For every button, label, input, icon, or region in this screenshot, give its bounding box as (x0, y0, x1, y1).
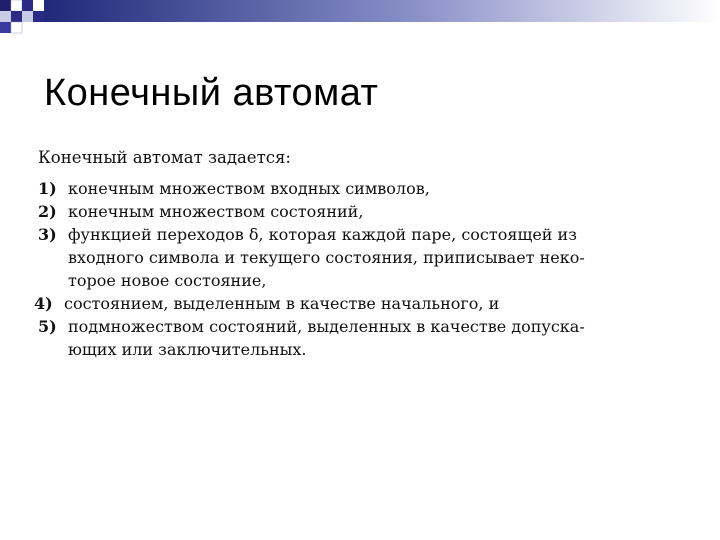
list-item (34, 292, 698, 315)
item-text (68, 177, 698, 200)
deco-square (22, 11, 33, 22)
item-text (68, 200, 698, 223)
item-number: 1) (38, 179, 57, 198)
item-line: состоянием, выделенным в качестве начального, и (64, 294, 500, 313)
deco-gradient-bar (44, 0, 720, 22)
list-item (38, 223, 698, 292)
item-text (68, 315, 698, 361)
item-number: 2) (38, 202, 57, 221)
deco-square (11, 0, 22, 11)
intro-text: Конечный автомат задается: (38, 148, 291, 167)
header-decoration (0, 0, 720, 40)
slide-title: Конечный автомат (44, 72, 379, 114)
item-line: функцией переходов δ, которая каждой паре, состоящей из (68, 225, 577, 244)
item-number: 4) (34, 294, 53, 313)
item-text (68, 223, 698, 292)
item-number: 3) (38, 225, 57, 244)
deco-square (0, 0, 11, 11)
deco-square (22, 0, 33, 11)
list-item (38, 315, 698, 361)
item-text (64, 292, 698, 315)
scanned-definition-text (34, 148, 698, 361)
item-line: входного символа и текущего состояния, приписывает неко- (68, 248, 585, 267)
item-line: конечным множеством входных символов, (68, 179, 430, 198)
list-item (38, 200, 698, 223)
deco-square (0, 22, 11, 33)
item-number: 5) (38, 317, 57, 336)
item-line: торое новое состояние, (68, 271, 267, 290)
list-item (38, 177, 698, 200)
deco-square (0, 11, 11, 22)
deco-square (33, 11, 44, 22)
item-line: ющих или заключительных. (68, 340, 307, 359)
deco-square (11, 22, 22, 33)
item-line: конечным множеством состояний, (68, 202, 364, 221)
item-line: подмножеством состояний, выделенных в качестве допуска- (68, 317, 585, 336)
deco-square (11, 11, 22, 22)
